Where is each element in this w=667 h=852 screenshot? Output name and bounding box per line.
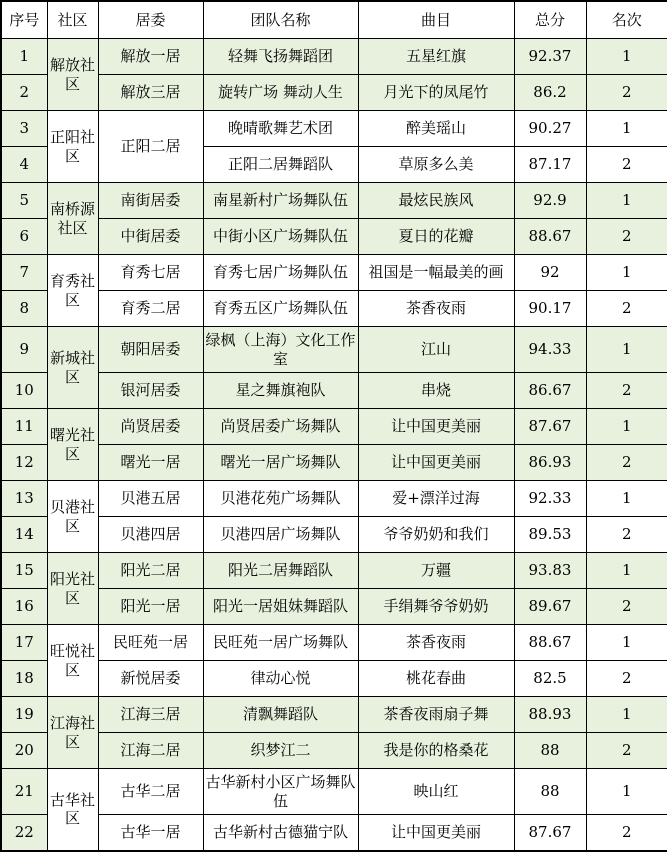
table-row xyxy=(1,481,667,517)
cell-rank: 2 xyxy=(586,517,667,553)
cell-score: 92.37 xyxy=(514,39,586,75)
table-row xyxy=(1,291,667,327)
cell-song: 草原多么美 xyxy=(358,147,514,183)
cell-rank: 2 xyxy=(586,75,667,111)
cell-score: 94.33 xyxy=(514,327,586,373)
cell-no: 18 xyxy=(1,661,47,697)
cell-song: 手绢舞爷爷奶奶 xyxy=(358,589,514,625)
cell-committee: 南街居委 xyxy=(98,183,203,219)
cell-community: 阳光社区 xyxy=(47,553,98,625)
cell-team: 旋转广场 舞动人生 xyxy=(203,75,358,111)
cell-committee: 育秀二居 xyxy=(98,291,203,327)
header-row xyxy=(1,1,667,39)
cell-score: 88 xyxy=(514,733,586,769)
cell-no: 5 xyxy=(1,183,47,219)
cell-community: 育秀社区 xyxy=(47,255,98,327)
cell-no: 12 xyxy=(1,445,47,481)
cell-rank: 2 xyxy=(586,373,667,409)
table-row xyxy=(1,255,667,291)
cell-rank: 2 xyxy=(586,219,667,255)
cell-score: 88.93 xyxy=(514,697,586,733)
cell-community: 正阳社区 xyxy=(47,111,98,183)
table-row xyxy=(1,39,667,75)
header-col-committee: 居委 xyxy=(98,1,203,39)
cell-song: 茶香夜雨 xyxy=(358,625,514,661)
cell-song: 让中国更美丽 xyxy=(358,445,514,481)
cell-song: 我是你的格桑花 xyxy=(358,733,514,769)
cell-team: 尚贤居委广场舞队 xyxy=(203,409,358,445)
cell-team: 清飘舞蹈队 xyxy=(203,697,358,733)
cell-no: 10 xyxy=(1,373,47,409)
cell-rank: 1 xyxy=(586,255,667,291)
cell-committee: 朝阳居委 xyxy=(98,327,203,373)
cell-rank: 1 xyxy=(586,625,667,661)
cell-community: 南桥源社区 xyxy=(47,183,98,255)
cell-team: 晚晴歌舞艺术团 xyxy=(203,111,358,147)
cell-team: 民旺苑一居广场舞队 xyxy=(203,625,358,661)
table-row xyxy=(1,769,667,815)
cell-no: 7 xyxy=(1,255,47,291)
cell-no: 2 xyxy=(1,75,47,111)
cell-no: 20 xyxy=(1,733,47,769)
table-row xyxy=(1,553,667,589)
cell-committee: 新悦居委 xyxy=(98,661,203,697)
cell-rank: 1 xyxy=(586,111,667,147)
cell-score: 82.5 xyxy=(514,661,586,697)
cell-community: 贝港社区 xyxy=(47,481,98,553)
cell-team: 育秀七居广场舞队伍 xyxy=(203,255,358,291)
cell-rank: 2 xyxy=(586,661,667,697)
cell-score: 90.27 xyxy=(514,111,586,147)
cell-song: 祖国是一幅最美的画 xyxy=(358,255,514,291)
cell-score: 88.67 xyxy=(514,625,586,661)
cell-song: 映山红 xyxy=(358,769,514,815)
cell-rank: 2 xyxy=(586,733,667,769)
cell-committee: 曙光一居 xyxy=(98,445,203,481)
header-col-no: 序号 xyxy=(1,1,47,39)
cell-committee: 阳光一居 xyxy=(98,589,203,625)
cell-no: 9 xyxy=(1,327,47,373)
cell-committee: 江海三居 xyxy=(98,697,203,733)
table-header xyxy=(1,1,667,39)
cell-score: 87.67 xyxy=(514,409,586,445)
cell-rank: 1 xyxy=(586,183,667,219)
cell-score: 88 xyxy=(514,769,586,815)
cell-score: 93.83 xyxy=(514,553,586,589)
cell-team: 律动心悦 xyxy=(203,661,358,697)
cell-team: 阳光二居舞蹈队 xyxy=(203,553,358,589)
cell-no: 13 xyxy=(1,481,47,517)
header-col-community: 社区 xyxy=(47,1,98,39)
cell-score: 87.17 xyxy=(514,147,586,183)
cell-no: 19 xyxy=(1,697,47,733)
table-row xyxy=(1,517,667,553)
cell-score: 87.67 xyxy=(514,815,586,851)
cell-no: 15 xyxy=(1,553,47,589)
cell-rank: 2 xyxy=(586,589,667,625)
cell-team: 曙光一居广场舞队 xyxy=(203,445,358,481)
header-col-score: 总分 xyxy=(514,1,586,39)
cell-committee: 解放三居 xyxy=(98,75,203,111)
cell-rank: 1 xyxy=(586,39,667,75)
header-col-team: 团队名称 xyxy=(203,1,358,39)
cell-no: 16 xyxy=(1,589,47,625)
cell-community: 解放社区 xyxy=(47,39,98,111)
cell-team: 正阳二居舞蹈队 xyxy=(203,147,358,183)
table-row xyxy=(1,733,667,769)
cell-committee: 尚贤居委 xyxy=(98,409,203,445)
cell-community: 古华社区 xyxy=(47,769,98,851)
cell-team: 贝港四居广场舞队 xyxy=(203,517,358,553)
table-row xyxy=(1,589,667,625)
cell-team: 轻舞飞扬舞蹈团 xyxy=(203,39,358,75)
cell-no: 1 xyxy=(1,39,47,75)
cell-no: 17 xyxy=(1,625,47,661)
cell-community: 江海社区 xyxy=(47,697,98,769)
cell-rank: 1 xyxy=(586,697,667,733)
cell-committee: 解放一居 xyxy=(98,39,203,75)
table-row xyxy=(1,697,667,733)
cell-song: 串烧 xyxy=(358,373,514,409)
table-row xyxy=(1,409,667,445)
cell-rank: 1 xyxy=(586,481,667,517)
cell-song: 夏日的花瓣 xyxy=(358,219,514,255)
cell-rank: 1 xyxy=(586,769,667,815)
cell-song: 让中国更美丽 xyxy=(358,815,514,851)
cell-score: 86.67 xyxy=(514,373,586,409)
table-row xyxy=(1,661,667,697)
cell-team: 星之舞旗袍队 xyxy=(203,373,358,409)
cell-song: 让中国更美丽 xyxy=(358,409,514,445)
cell-committee: 银河居委 xyxy=(98,373,203,409)
cell-committee: 贝港四居 xyxy=(98,517,203,553)
cell-no: 6 xyxy=(1,219,47,255)
cell-team: 绿枫（上海）文化工作室 xyxy=(203,327,358,373)
cell-team: 织梦江二 xyxy=(203,733,358,769)
cell-committee: 贝港五居 xyxy=(98,481,203,517)
cell-no: 11 xyxy=(1,409,47,445)
cell-committee: 古华一居 xyxy=(98,815,203,851)
cell-no: 14 xyxy=(1,517,47,553)
cell-rank: 2 xyxy=(586,147,667,183)
cell-committee: 江海二居 xyxy=(98,733,203,769)
cell-song: 醉美瑶山 xyxy=(358,111,514,147)
cell-committee: 中街居委 xyxy=(98,219,203,255)
cell-score: 86.93 xyxy=(514,445,586,481)
header-col-song: 曲目 xyxy=(358,1,514,39)
table-body xyxy=(1,39,667,851)
table-row xyxy=(1,327,667,373)
cell-rank: 1 xyxy=(586,327,667,373)
cell-song: 万疆 xyxy=(358,553,514,589)
cell-team: 贝港花苑广场舞队 xyxy=(203,481,358,517)
cell-team: 阳光一居姐妹舞蹈队 xyxy=(203,589,358,625)
cell-no: 22 xyxy=(1,815,47,851)
table-row xyxy=(1,373,667,409)
table-row xyxy=(1,183,667,219)
cell-song: 最炫民族风 xyxy=(358,183,514,219)
cell-song: 爱+漂洋过海 xyxy=(358,481,514,517)
cell-song: 爷爷奶奶和我们 xyxy=(358,517,514,553)
cell-rank: 1 xyxy=(586,553,667,589)
cell-community: 曙光社区 xyxy=(47,409,98,481)
table-row xyxy=(1,815,667,851)
cell-committee: 民旺苑一居 xyxy=(98,625,203,661)
header-col-rank: 名次 xyxy=(586,1,667,39)
cell-team: 中街小区广场舞队伍 xyxy=(203,219,358,255)
cell-committee: 育秀七居 xyxy=(98,255,203,291)
cell-score: 92.9 xyxy=(514,183,586,219)
cell-community: 旺悦社区 xyxy=(47,625,98,697)
cell-score: 92 xyxy=(514,255,586,291)
cell-song: 茶香夜雨扇子舞 xyxy=(358,697,514,733)
cell-rank: 2 xyxy=(586,291,667,327)
cell-score: 89.53 xyxy=(514,517,586,553)
table-row xyxy=(1,75,667,111)
cell-song: 桃花春曲 xyxy=(358,661,514,697)
table-row xyxy=(1,445,667,481)
cell-score: 88.67 xyxy=(514,219,586,255)
cell-rank: 2 xyxy=(586,815,667,851)
cell-song: 月光下的凤尾竹 xyxy=(358,75,514,111)
cell-community: 新城社区 xyxy=(47,327,98,409)
cell-team: 古华新村小区广场舞队伍 xyxy=(203,769,358,815)
cell-team: 育秀五区广场舞队伍 xyxy=(203,291,358,327)
cell-committee: 古华二居 xyxy=(98,769,203,815)
cell-no: 8 xyxy=(1,291,47,327)
cell-rank: 1 xyxy=(586,409,667,445)
table-row xyxy=(1,111,667,147)
cell-score: 89.67 xyxy=(514,589,586,625)
cell-no: 3 xyxy=(1,111,47,147)
cell-team: 南星新村广场舞队伍 xyxy=(203,183,358,219)
cell-song: 江山 xyxy=(358,327,514,373)
table-row xyxy=(1,219,667,255)
cell-rank: 2 xyxy=(586,445,667,481)
cell-committee: 正阳二居 xyxy=(98,111,203,183)
cell-no: 21 xyxy=(1,769,47,815)
table-row xyxy=(1,625,667,661)
cell-score: 92.33 xyxy=(514,481,586,517)
cell-song: 五星红旗 xyxy=(358,39,514,75)
cell-score: 86.2 xyxy=(514,75,586,111)
cell-committee: 阳光二居 xyxy=(98,553,203,589)
cell-song: 茶香夜雨 xyxy=(358,291,514,327)
cell-team: 古华新村古德猫宁队 xyxy=(203,815,358,851)
cell-score: 90.17 xyxy=(514,291,586,327)
cell-no: 4 xyxy=(1,147,47,183)
